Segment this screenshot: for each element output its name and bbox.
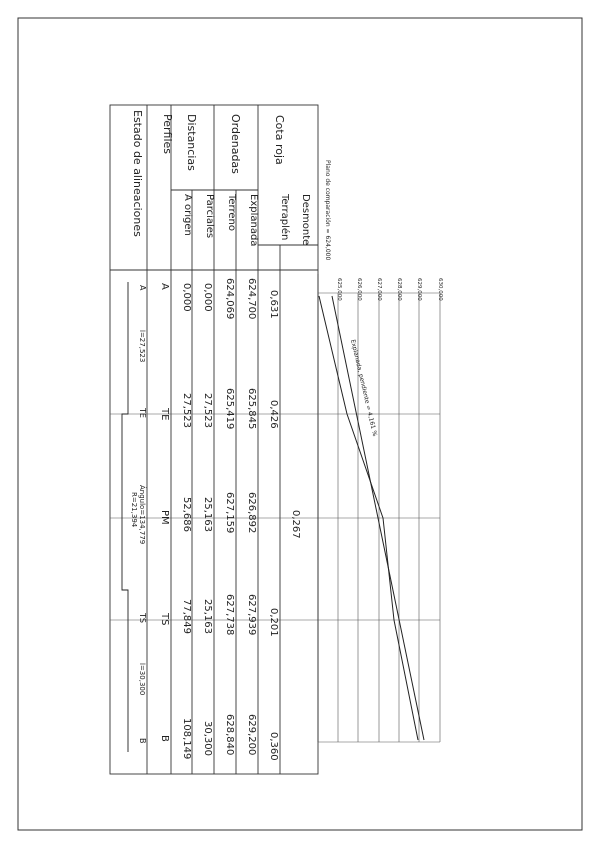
plot-title: Plano de comparación = 624,000 (324, 160, 331, 261)
label-a-origen: A origen (182, 194, 193, 236)
sheet-frame (18, 18, 582, 830)
elev-label-629: 629,000 (416, 278, 422, 301)
slope-label: Explanada, pendiente = 4,161 % (349, 338, 379, 438)
terreno-A: 624,069 (224, 278, 235, 320)
origen-B: 108,149 (181, 718, 192, 760)
elev-label-627: 627,000 (376, 278, 382, 301)
align-ts: TS (138, 613, 147, 623)
explanada-TS: 627,939 (246, 594, 257, 636)
alignment-diagram (122, 282, 128, 752)
parciales-B: 30,300 (202, 721, 213, 756)
perfil-A: A (159, 283, 170, 290)
align-tangent1: l=27,523 (138, 330, 146, 363)
align-curve-angle: Ángulo=134,779 (138, 485, 146, 545)
perfil-PM: PM (159, 510, 170, 525)
desmonte-TS: 0,201 (268, 608, 279, 637)
label-ordenadas: Ordenadas (229, 114, 242, 174)
terreno-TE: 625,419 (224, 388, 235, 430)
label-cota-roja: Cota roja (273, 115, 286, 165)
label-terreno: Terreno (226, 194, 237, 231)
label-estado: Estado de alineaciones (131, 110, 144, 237)
parciales-A: 0,000 (202, 283, 213, 312)
label-explanada: Explanada (248, 194, 259, 247)
terreno-B: 628,840 (224, 714, 235, 756)
label-distancias: Distancias (185, 114, 198, 171)
origen-A: 0,000 (181, 283, 192, 312)
explanada-TE: 625,845 (246, 388, 257, 430)
profile-plot (318, 274, 440, 742)
explanada-A: 624,700 (246, 278, 257, 320)
label-desmonte-visible: Desmonte (300, 194, 311, 246)
elev-label-630: 630,000 (437, 278, 443, 301)
terraplen-A: 0,631 (268, 290, 279, 319)
parciales-TS: 25,163 (202, 599, 213, 634)
elev-label-626: 626,000 (356, 278, 362, 301)
origen-TE: 27,523 (181, 393, 192, 428)
explanada-B: 629,200 (246, 714, 257, 756)
elev-label-625: 625,000 (336, 278, 342, 301)
parciales-PM: 25,163 (202, 497, 213, 532)
label-terraplen: Terraplén (279, 194, 290, 241)
origen-PM: 52,686 (181, 497, 192, 532)
desmonte-B: 0,360 (268, 732, 279, 761)
align-tangent2: l=30,300 (138, 663, 146, 696)
label-perfiles: Perfiles (161, 114, 174, 155)
label-parciales: Parciales (204, 194, 215, 239)
terreno-PM: 627,159 (224, 492, 235, 534)
align-curve-radius: R=21,394 (130, 492, 138, 528)
elev-label-628: 628,000 (396, 278, 402, 301)
perfil-TE: TE (159, 408, 170, 421)
align-start: A (138, 285, 147, 291)
perfil-B: B (159, 735, 170, 742)
parciales-TE: 27,523 (202, 393, 213, 428)
align-end: B (138, 738, 147, 744)
desmonte-PM: 0,267 (290, 510, 301, 539)
explanada-PM: 626,892 (246, 492, 257, 534)
perfil-TS: TS (159, 613, 170, 626)
align-te: TE (138, 408, 147, 418)
terraplen-TE: 0,426 (268, 400, 279, 429)
origen-TS: 77,849 (181, 599, 192, 634)
terreno-TS: 627,738 (224, 594, 235, 636)
